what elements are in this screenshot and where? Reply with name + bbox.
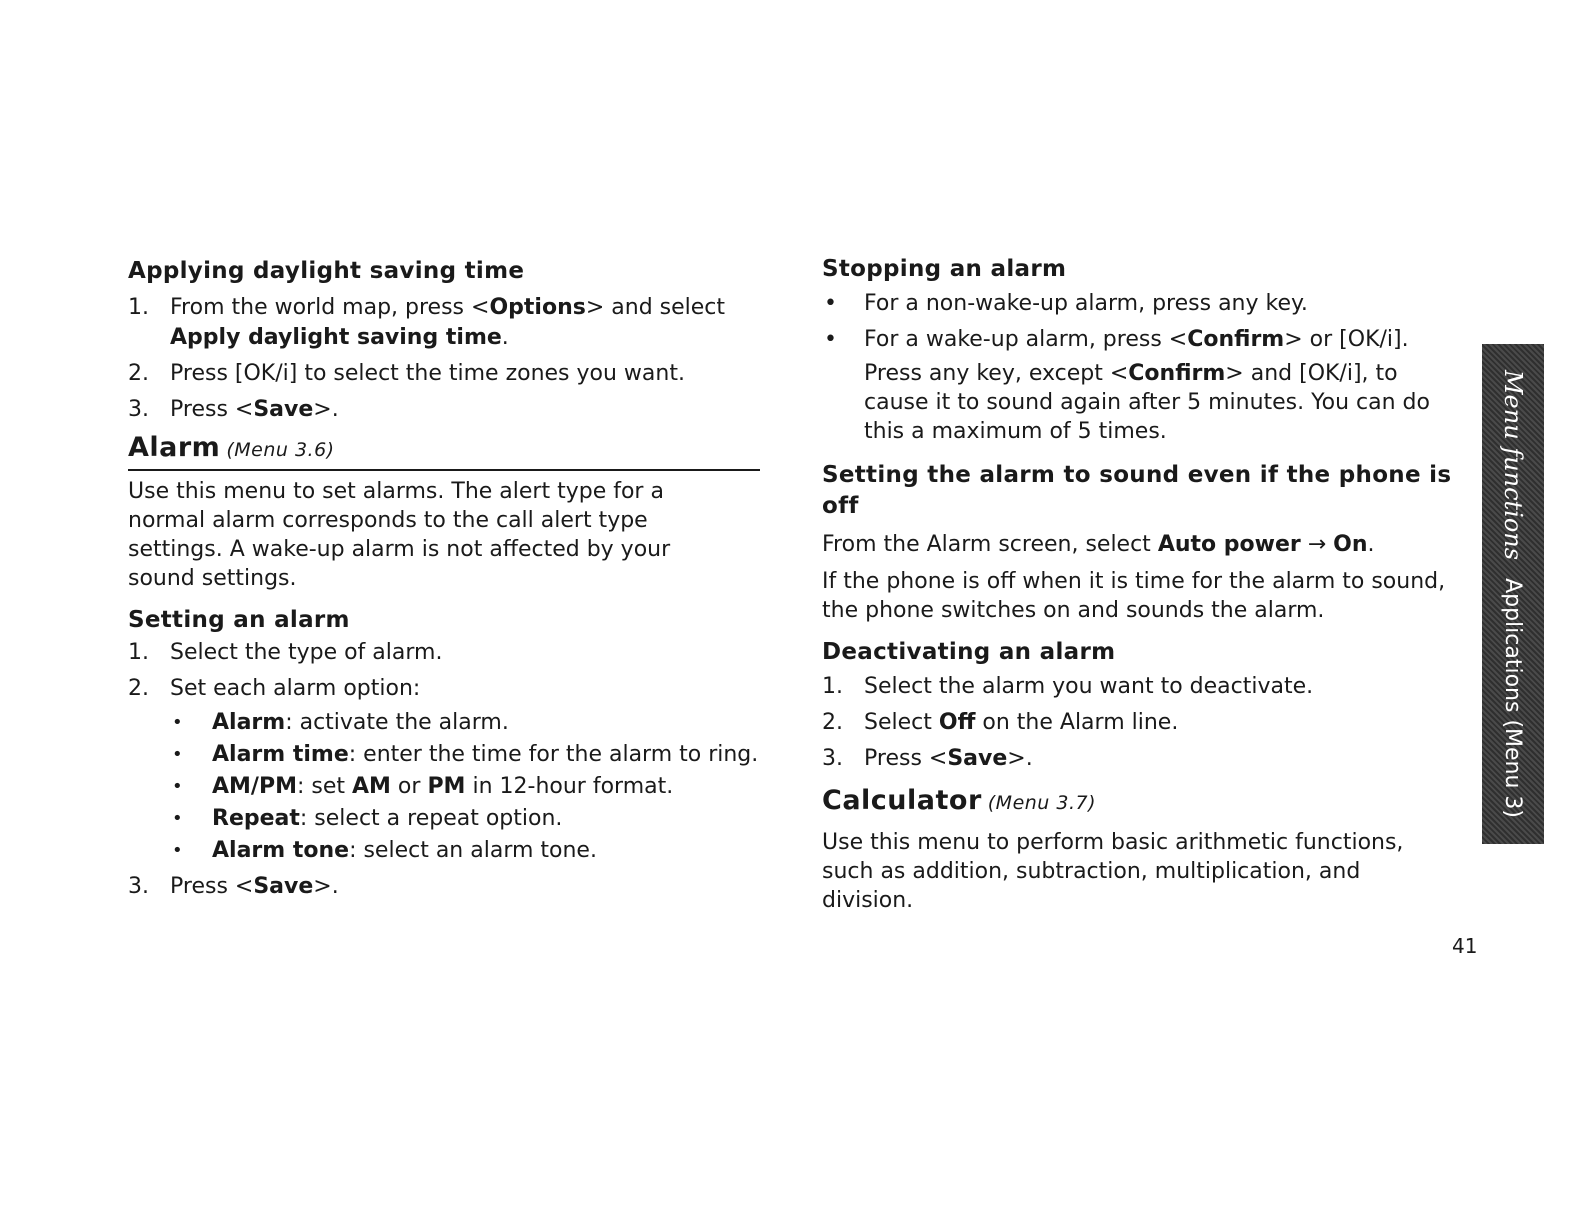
list-item: • Repeat: select a repeat option. (170, 804, 760, 834)
calculator-description: Use this menu to perform basic arithmetic functions, such as addition, subtraction, multiplication, and division. (822, 830, 1404, 913)
heading-stopping-alarm: Stopping an alarm (822, 256, 1067, 282)
deactivate-steps (822, 672, 1458, 774)
side-tab-applications: Applications (Menu 3) (1500, 578, 1526, 819)
list-item: • For a non-wake-up alarm, press any key. (822, 289, 1458, 319)
auto-power-description: If the phone is off when it is time for the alarm to sound, the phone switches on and sounds the alarm. (822, 569, 1446, 623)
stop-bullets (822, 289, 1458, 355)
heading-deactivating-alarm: Deactivating an alarm (822, 639, 1116, 665)
setting-steps (128, 638, 760, 902)
list-item: 1. Select the type of alarm. (128, 640, 443, 665)
list-item: 2. Select Off on the Alarm line. (822, 710, 1179, 735)
daylight-steps (128, 293, 760, 425)
right-column (822, 254, 1458, 915)
alarm-description: Use this menu to set alarms. The alert type for a normal alarm corresponds to the call alert type settings. A wake-up alarm is not affected by your sound settings. (128, 479, 671, 591)
auto-power-text: From the Alarm screen, select Auto power → On. (822, 532, 1375, 557)
arrow-right-icon: → (1300, 532, 1334, 557)
heading-sound-if-off: Setting the alarm to sound even if the phone is off (822, 462, 1452, 519)
list-item: • AM/PM: set AM or PM in 12-hour format. (170, 772, 760, 802)
ok-key-icon: OK/i (1347, 327, 1394, 352)
list-item: • For a wake-up alarm, press <Confirm> or [OK/i]. (822, 325, 1458, 355)
section-title-alarm: Alarm (Menu 3.6) (128, 431, 760, 471)
ok-key-icon: OK/i (243, 361, 289, 386)
left-column (128, 256, 760, 908)
list-item: 3. Press <Save>. (128, 397, 339, 422)
list-item: 2. Press [OK/i] to select the time zones you want. (128, 361, 685, 386)
list-item: • Alarm: activate the alarm. (170, 708, 760, 738)
list-item: 1. Select the alarm you want to deactivate. (822, 674, 1314, 699)
list-item: 1. From the world map, press <Options> and select Apply daylight saving time. (128, 295, 726, 350)
list-item: • Alarm tone: select an alarm tone. (170, 836, 760, 866)
list-item: • Alarm time: enter the time for the alarm to ring. (170, 740, 760, 770)
heading-applying-daylight-saving: Applying daylight saving time (128, 258, 525, 284)
snooze-paragraph: Press any key, except <Confirm> and [OK/i], to cause it to sound again after 5 minutes. You can do this a maximum of 5 times. (864, 361, 1430, 444)
list-item: 2. Set each alarm option: • Alarm: activate the alarm. • Alarm time: enter the time for the alarm to ring. • AM/PM: set AM or PM in 12-hour format. • Repeat: select a repeat option. • Alarm tone: select an alarm tone. (128, 674, 760, 866)
ok-key-icon: OK/i (1307, 361, 1353, 386)
heading-setting-alarm: Setting an alarm (128, 607, 350, 633)
side-tab-menu-functions: Menu functions (1499, 369, 1527, 561)
page-number: 41 (1452, 934, 1478, 958)
alarm-options (170, 708, 760, 866)
list-item: 3. Press <Save>. (128, 874, 339, 899)
chapter-side-tab (1482, 344, 1544, 844)
list-item: 3. Press <Save>. (822, 746, 1033, 771)
section-title-calculator: Calculator (Menu 3.7) (822, 785, 1097, 816)
